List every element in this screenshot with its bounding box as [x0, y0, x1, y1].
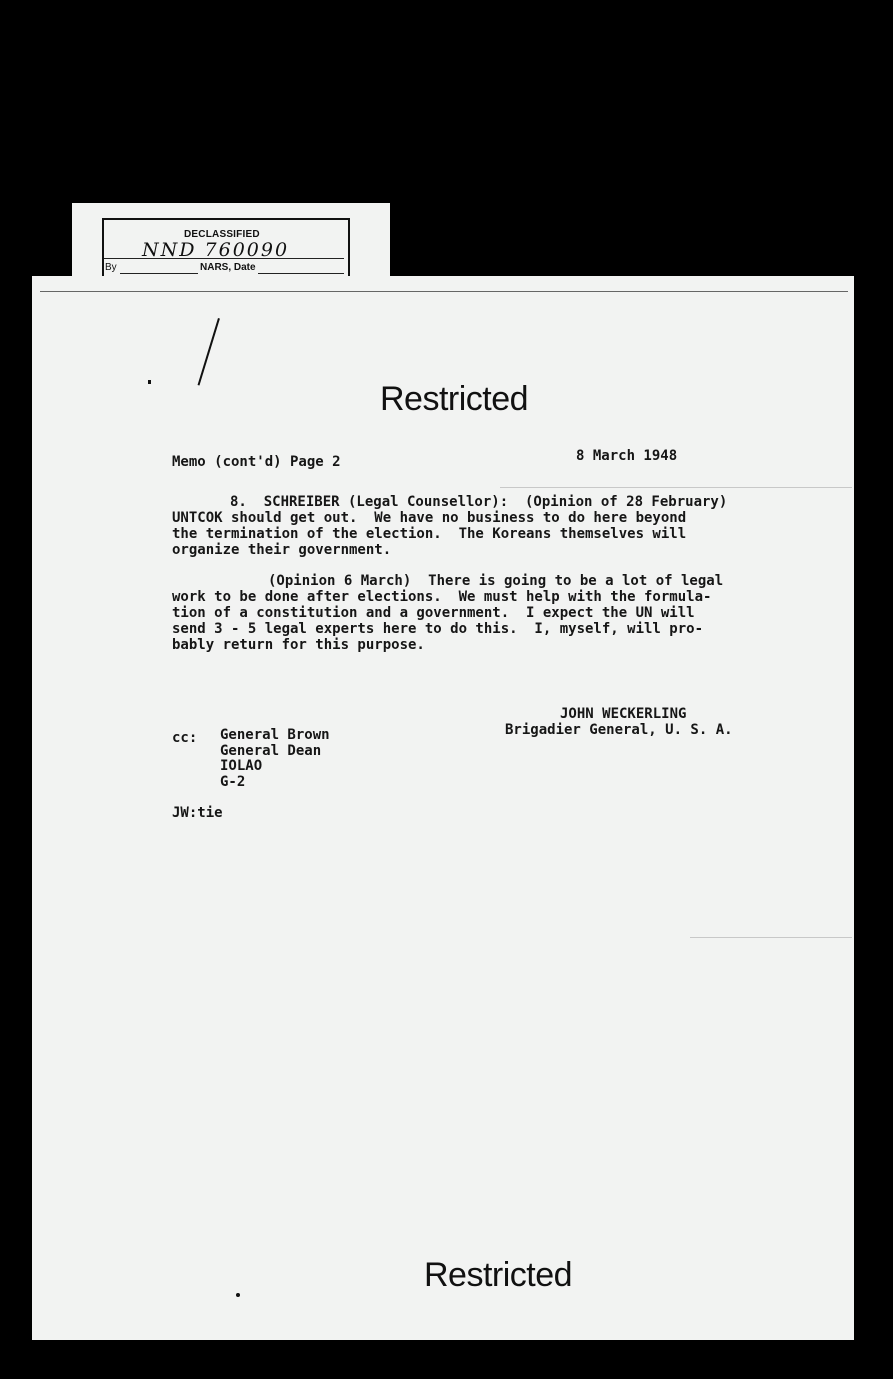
paragraph-1-line-1: 8. SCHREIBER (Legal Counsellor): (Opinion of 28 February)	[230, 494, 728, 510]
ink-dot-mark	[236, 1293, 240, 1297]
cc-recipient: G-2	[220, 774, 246, 790]
cc-recipient: General Brown	[220, 727, 330, 743]
stamp-nars-date-label: NARS, Date	[200, 262, 256, 273]
cc-label: cc:	[172, 730, 198, 746]
stamp-authority-line	[104, 258, 344, 259]
typist-initials: JW:tie	[172, 805, 223, 821]
classification-footer: Restricted	[424, 1256, 573, 1294]
paragraph-2-line-1: (Opinion 6 March) There is going to be a lot of legal	[268, 573, 724, 589]
signature-name: JOHN WECKERLING	[560, 706, 687, 722]
stamp-date-line	[258, 273, 344, 274]
paragraph-2-line-4: send 3 - 5 legal experts here to do this. I, myself, will pro-	[172, 621, 704, 637]
memo-page	[32, 276, 854, 1340]
cc-recipient: IOLAO	[220, 758, 263, 774]
signature-title: Brigadier General, U. S. A.	[505, 722, 733, 738]
paragraph-2-line-2: work to be done after elections. We must help with the formula-	[172, 589, 712, 605]
faint-paper-line	[500, 487, 852, 488]
stamp-authority-number: NND 760090	[142, 239, 290, 261]
memo-date: 8 March 1948	[576, 448, 678, 464]
stamp-by-line	[120, 273, 198, 274]
pencil-dot-mark	[148, 380, 151, 384]
paragraph-1-line-2: UNTCOK should get out. We have no business to do here beyond	[172, 510, 687, 526]
stamp-by-label: By	[105, 262, 117, 273]
paragraph-1-line-3: the termination of the election. The Koreans themselves will	[172, 526, 687, 542]
page-top-fold-line	[40, 291, 848, 292]
paragraph-2-line-3: tion of a constitution and a government. I expect the UN will	[172, 605, 695, 621]
stamp-title: DECLASSIFIED	[184, 229, 260, 240]
cc-recipient: General Dean	[220, 743, 322, 759]
paragraph-2-line-5: bably return for this purpose.	[172, 637, 425, 653]
memo-page-label: Memo (cont'd) Page 2	[172, 454, 341, 470]
faint-paper-line	[690, 937, 852, 938]
paragraph-1-line-4: organize their government.	[172, 542, 392, 558]
classification-header: Restricted	[380, 380, 529, 418]
